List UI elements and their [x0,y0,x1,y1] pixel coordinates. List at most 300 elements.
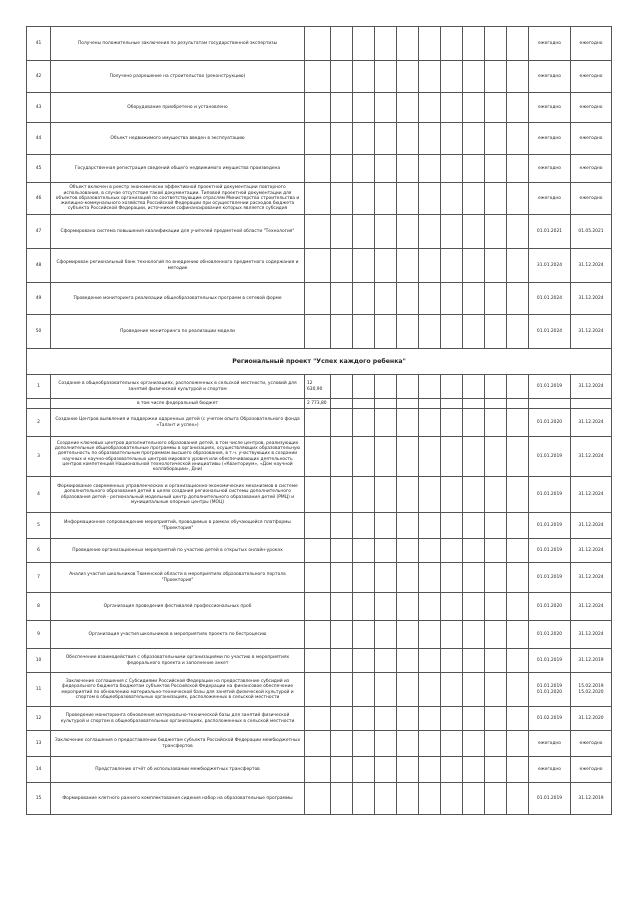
empty-cell [507,649,529,673]
empty-cell [397,315,419,349]
empty-cell [419,757,441,783]
empty-cell [419,375,441,399]
empty-cell [485,673,507,707]
end-date: 31.12.2024 [571,315,612,349]
row-description: Сформирован региональный банк технологий по внедрению обновленного предметного содержания и методик [51,249,305,283]
empty-cell [331,315,353,349]
empty-cell [507,249,529,283]
empty-cell [441,93,463,123]
empty-cell [375,215,397,249]
budget-value [305,437,331,477]
start-date: 01.01.2019 [529,649,571,673]
row-description: Информационное сопровождение мероприятий, проводимых в рамках обучающейся платформы "Проектория" [51,513,305,539]
empty-cell [463,513,485,539]
empty-cell [331,621,353,649]
row-number: 49 [27,283,51,315]
empty-cell [353,61,375,93]
table-row [27,283,612,315]
empty-cell [397,731,419,757]
start-date: ежегодно [529,123,571,155]
table-row [27,477,612,513]
empty-cell [397,249,419,283]
empty-cell [419,539,441,563]
table-row [27,399,612,409]
empty-cell [419,621,441,649]
empty-cell [419,731,441,757]
row-number: 43 [27,93,51,123]
empty-cell [463,437,485,477]
row-number: 48 [27,249,51,283]
empty-cell [331,409,353,437]
empty-cell [507,283,529,315]
start-date: 01.01.2019 [529,513,571,539]
end-date: 31.12.2024 [571,283,612,315]
empty-cell [353,563,375,593]
empty-cell [331,283,353,315]
empty-cell [441,283,463,315]
empty-cell [507,375,529,399]
empty-cell [397,409,419,437]
empty-cell [441,409,463,437]
empty-cell [507,757,529,783]
budget-value [305,513,331,539]
empty-cell [441,563,463,593]
empty-cell [331,183,353,215]
empty-cell [485,649,507,673]
empty-cell [441,539,463,563]
table-row [27,315,612,349]
empty-cell [507,315,529,349]
empty-cell [353,649,375,673]
empty-cell [463,673,485,707]
budget-value: 2 773,80 [305,399,331,409]
row-description: Заключение соглашения о предоставлении бюджетам субъекта Российской Федерации межбюджетных трансфертов [51,731,305,757]
empty-cell [397,283,419,315]
budget-value [305,731,331,757]
table-row [27,731,612,757]
empty-cell [485,155,507,183]
budget-value [305,757,331,783]
empty-cell [441,399,463,409]
empty-cell [331,539,353,563]
end-date: 31.12.2024 [571,477,612,513]
row-description: Обеспечение взаимодействия с образовательными организациями по участию в мероприятиях федерального проекта и заполнение анкет [51,649,305,673]
row-description: Создание в общеобразовательных организациях, расположенных в сельской местности, условий для занятий физической культурой и спортом [51,375,305,399]
start-date: 01.01.2020 [529,409,571,437]
empty-cell [463,123,485,155]
row-number: 1 [27,375,51,399]
empty-cell [485,375,507,399]
table-row [27,539,612,563]
empty-cell [353,707,375,731]
empty-cell [463,283,485,315]
budget-value [305,539,331,563]
empty-cell [485,757,507,783]
row-description: Получены положительные заключения по результатам государственной экспертизы [51,27,305,61]
section-header-row [27,349,612,375]
empty-cell [463,539,485,563]
end-date: 31.12.2019 [571,649,612,673]
table-row [27,215,612,249]
empty-cell [331,783,353,815]
row-description: Объект недвижимого имущества введен в эксплуатацию [51,123,305,155]
table-row [27,563,612,593]
row-number: 7 [27,563,51,593]
row-number: 15 [27,783,51,815]
empty-cell [441,315,463,349]
empty-cell [375,593,397,621]
empty-cell [419,61,441,93]
empty-cell [463,249,485,283]
empty-cell [441,477,463,513]
empty-cell [441,375,463,399]
empty-cell [397,61,419,93]
row-description: Проведение мониторинга обновления материально-технической базы для занятий физической культурой и спортом в общеобразовательных организациях, расположенных в сельской местности [51,707,305,731]
empty-cell [331,437,353,477]
row-description: Организация участия школьников в мероприятиях проекта по бестроцесию [51,621,305,649]
empty-cell [353,27,375,61]
empty-cell [485,783,507,815]
empty-cell [419,215,441,249]
empty-cell [507,513,529,539]
empty-cell [463,757,485,783]
row-number: 3 [27,437,51,477]
empty-cell [441,707,463,731]
empty-cell [397,513,419,539]
empty-cell [375,315,397,349]
empty-cell [463,155,485,183]
empty-cell [397,593,419,621]
empty-cell [485,513,507,539]
empty-cell [463,477,485,513]
row-number: 5 [27,513,51,539]
start-date: 01.01.2019 [529,437,571,477]
empty-cell [397,673,419,707]
empty-cell [441,27,463,61]
start-date: 01.01.2019 [529,539,571,563]
empty-cell [419,437,441,477]
row-number: 46 [27,183,51,215]
row-number: 41 [27,27,51,61]
empty-cell [441,215,463,249]
empty-cell [375,409,397,437]
empty-cell [353,731,375,757]
budget-value [305,621,331,649]
table-row [27,155,612,183]
row-number: 11 [27,673,51,707]
empty-cell [507,707,529,731]
empty-cell [397,621,419,649]
empty-cell [463,563,485,593]
empty-cell [485,183,507,215]
empty-cell [375,783,397,815]
empty-cell [331,593,353,621]
end-date: 31.12.2024 [571,621,612,649]
budget-value [305,315,331,349]
budget-value [305,183,331,215]
empty-cell [397,27,419,61]
row-description: Проведение мониторинга реализации общеобразовательных программ в сетевой форме [51,283,305,315]
end-date: 31.12.2024 [571,563,612,593]
row-number: 14 [27,757,51,783]
empty-cell [331,757,353,783]
end-date: ежегодно [571,27,612,61]
empty-cell [463,183,485,215]
empty-cell [331,399,353,409]
budget-value [305,27,331,61]
empty-cell [485,409,507,437]
row-description: Создание Центров выявления и поддержки одаренных детей (с учетом опыта Образовательного фонда «Талант и успех») [51,409,305,437]
empty-cell [485,621,507,649]
empty-cell [463,409,485,437]
table-row [27,783,612,815]
empty-cell [397,477,419,513]
empty-cell [507,563,529,593]
empty-cell [419,315,441,349]
empty-cell [507,673,529,707]
budget-value [305,283,331,315]
empty-cell [331,477,353,513]
empty-cell [375,539,397,563]
empty-cell [353,375,375,399]
empty-cell [353,783,375,815]
row-number: 2 [27,409,51,437]
table-row [27,707,612,731]
empty-cell [463,27,485,61]
empty-cell [441,757,463,783]
empty-cell [507,409,529,437]
row-description: Проведение организационных мероприятий по участию детей в открытых онлайн-уроках [51,539,305,563]
empty-cell [419,513,441,539]
empty-cell [397,155,419,183]
plan-table [26,26,612,815]
table-row [27,123,612,155]
empty-cell [331,513,353,539]
start-date: 01.01.2020 [529,621,571,649]
row-description: Формирование клетного раннего комплектования сидения набор на образовательные программы [51,783,305,815]
row-description: Анализ участия школьников Тюменской области в мероприятиях образовательного портала "Проектория" [51,563,305,593]
empty-cell [375,621,397,649]
row-number: 42 [27,61,51,93]
empty-cell [507,399,529,409]
empty-cell [485,93,507,123]
empty-cell [507,215,529,249]
budget-value [305,93,331,123]
empty-cell [397,757,419,783]
end-date: 15.02.2019 15.02.2020 [571,673,612,707]
start-date: 01.01.2019 01.01.2020 [529,673,571,707]
empty-cell [485,283,507,315]
budget-value [305,123,331,155]
empty-cell [485,477,507,513]
table-row [27,437,612,477]
empty-cell [441,731,463,757]
empty-cell [507,61,529,93]
empty-cell [507,27,529,61]
end-date: ежегодно [571,123,612,155]
empty-cell [507,593,529,621]
row-number: 9 [27,621,51,649]
empty-cell [375,61,397,93]
row-description: Представление отчёт об использовании межбюджетных трансфертов [51,757,305,783]
row-description: Организация проведения фестивалей профессиональных проб [51,593,305,621]
row-number: 45 [27,155,51,183]
empty-cell [507,183,529,215]
empty-cell [507,783,529,815]
empty-cell [353,409,375,437]
start-date: 01.01.2019 [529,375,571,399]
table-row [27,409,612,437]
end-date: ежегодно [571,93,612,123]
row-description: Создание ключевых центров дополнительного образования детей, в том числе центров, реализующих дополнительные общеобразовательные программы в организациях, осуществляющих образовательную деятельность по образовательным программам высшего образования, в т.ч. участвующих в создании научных и научно-образовательных центров мирового уровня или обеспечивающих деятельность центров компетенций Национальной технологической инициативы («Кванториум», «Дом научной коллаборации», Дни) [51,437,305,477]
empty-cell [463,315,485,349]
empty-cell [375,707,397,731]
end-date: 31.12.2024 [571,375,612,399]
row-number: 6 [27,539,51,563]
empty-cell [397,563,419,593]
empty-cell [419,399,441,409]
end-date: ежегодно [571,183,612,215]
end-date: ежегодно [571,61,612,93]
empty-cell [463,375,485,399]
empty-cell [375,649,397,673]
empty-cell [331,249,353,283]
empty-cell [331,215,353,249]
empty-cell [375,399,397,409]
empty-cell [397,123,419,155]
end-date: 31.12.2024 [571,437,612,477]
empty-cell [375,155,397,183]
empty-cell [485,539,507,563]
empty-cell [441,593,463,621]
empty-cell [463,399,485,409]
budget-value [305,593,331,621]
empty-cell [397,707,419,731]
end-date: 31.12.2020 [571,707,612,731]
empty-cell [463,593,485,621]
empty-cell [441,123,463,155]
empty-cell [331,375,353,399]
table-row [27,375,612,399]
budget-value [305,61,331,93]
empty-cell [375,757,397,783]
row-description: Получено разрешение на строительство (реконструкцию) [51,61,305,93]
empty-cell [463,707,485,731]
empty-cell [463,215,485,249]
budget-value [305,249,331,283]
budget-value [305,477,331,513]
table-row [27,513,612,539]
empty-cell [485,315,507,349]
empty-cell [419,707,441,731]
empty-cell [331,93,353,123]
budget-value [305,673,331,707]
budget-value [305,649,331,673]
empty-cell [419,155,441,183]
empty-cell [353,215,375,249]
empty-cell [353,399,375,409]
end-date [571,399,612,409]
empty-cell [331,563,353,593]
empty-cell [419,409,441,437]
budget-value [305,563,331,593]
empty-cell [485,27,507,61]
budget-value [305,707,331,731]
row-number: 10 [27,649,51,673]
empty-cell [485,593,507,621]
empty-cell [441,249,463,283]
end-date: 31.12.2024 [571,539,612,563]
empty-cell [353,183,375,215]
empty-cell [463,731,485,757]
table-row [27,183,612,215]
start-date: ежегодно [529,183,571,215]
empty-cell [331,123,353,155]
empty-cell [375,249,397,283]
end-date: 01.05.2021 [571,215,612,249]
empty-cell [353,539,375,563]
empty-cell [375,513,397,539]
start-date: 01.01.2019 [529,477,571,513]
empty-cell [397,649,419,673]
empty-cell [375,283,397,315]
empty-cell [331,61,353,93]
table-row [27,61,612,93]
empty-cell [397,399,419,409]
start-date: 01.01.2019 [529,563,571,593]
empty-cell [441,783,463,815]
end-date: 31.12.2024 [571,409,612,437]
table-row [27,757,612,783]
start-date: 31.01.2024 [529,249,571,283]
table-row [27,649,612,673]
row-number: 13 [27,731,51,757]
empty-cell [485,563,507,593]
empty-cell [507,123,529,155]
start-date: ежегодно [529,731,571,757]
empty-cell [507,93,529,123]
empty-cell [353,593,375,621]
empty-cell [485,437,507,477]
budget-value [305,215,331,249]
end-date: ежегодно [571,757,612,783]
empty-cell [441,621,463,649]
empty-cell [463,621,485,649]
table-row [27,593,612,621]
table-row [27,673,612,707]
empty-cell [485,707,507,731]
empty-cell [441,513,463,539]
row-description: Объект включен в реестр экономически эффективной проектной документации повторного использования, в случае отсутствия такой документации. Типовой проектной документации для объектов образовательных организаций по соответствующим отраслям Министерства строительства и жилищно-коммунального хозяйства Российской Федерации при осуществлении расходов бюджета субъекта Российской Федерации, источником софинансирования которых является субсидия [51,183,305,215]
empty-cell [441,649,463,673]
empty-cell [397,375,419,399]
empty-cell [441,183,463,215]
budget-value: 12 630,90 [305,375,331,399]
end-date: 31.12.2024 [571,249,612,283]
empty-cell [419,249,441,283]
section-title: Региональный проект "Успех каждого ребенка" [27,349,612,375]
empty-cell [353,673,375,707]
budget-value [305,409,331,437]
empty-cell [397,93,419,123]
empty-cell [441,61,463,93]
empty-cell [507,477,529,513]
row-description: Формирование современных управленческих и организационно-экономических механизмов в системе дополнительного образования детей в целях создания региональной системы дополнительного образования детей - региональный модельный центр дополнительного образования детей (РМЦ) и муниципальные опорные центры (МОЦ) [51,477,305,513]
start-date: 01.01.2024 [529,315,571,349]
empty-cell [353,93,375,123]
start-date: 01.02.2019 [529,707,571,731]
empty-cell [375,437,397,477]
